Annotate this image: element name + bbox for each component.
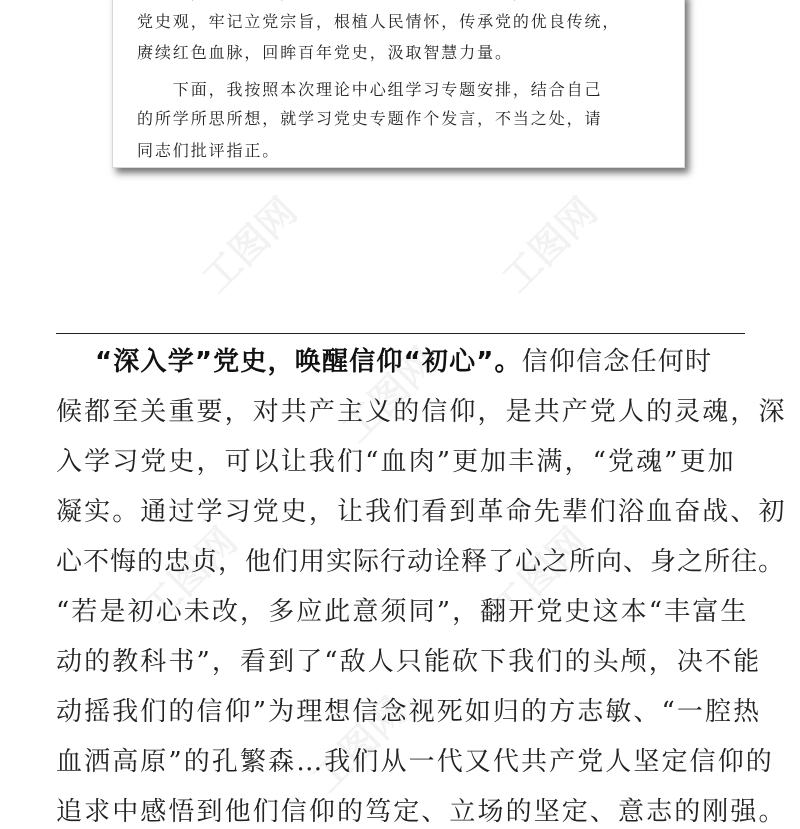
article-text-line: 凝实。通过学习党史，让我们看到革命先辈们浴血奋战、初	[56, 497, 787, 527]
article-text-line: 入学习党史，可以让我们“血肉”更加丰满，“党魂”更加	[56, 447, 736, 477]
watermark: 工图网	[133, 519, 246, 631]
article-lead-heading: “深入学”党史，唤醒信仰“初心”。	[95, 347, 522, 377]
card-text-line: 党史观，牢记立党宗旨，根植人民情怀，传承党的优良传统，	[137, 12, 621, 31]
document-preview-card	[112, 0, 685, 168]
article-text-line: “若是初心未改，多应此意须同”，翻开党史这本“丰富生	[56, 597, 749, 627]
watermark: 工图网	[493, 189, 606, 301]
card-text-line: 的所学所思所想，就学习党史专题作个发言，不当之处，请	[137, 109, 603, 128]
card-text-line: 下面，我按照本次理论中心组学习专题安排，结合自己	[137, 80, 603, 99]
watermark: 工图网	[333, 339, 446, 451]
card-text-line: 赓续红色血脉，回眸百年党史，汲取智慧力量。	[137, 43, 513, 62]
watermark: 工图网	[193, 189, 306, 301]
article-first-line	[95, 345, 712, 379]
article-text-line: 动摇我们的信仰”为理想信念视死如归的方志敏、“一腔热	[56, 697, 762, 727]
watermark: 工图网	[483, 519, 596, 631]
watermark: 工图网	[303, 689, 416, 801]
article-text: 信仰信念任何时	[521, 347, 713, 377]
article-text-line: 心不悔的忠贞，他们用实际行动诠释了心之所向、身之所往。	[56, 547, 786, 577]
article-text-line: 动的教科书”，看到了“敌人只能砍下我们的头颅，决不能	[56, 647, 762, 677]
section-divider	[56, 333, 745, 334]
card-text-line	[137, 0, 602, 1]
card-text-line: 同志们批评指正。	[137, 141, 281, 160]
article-text-line: 追求中感悟到他们信仰的笃定、立场的坚定、意志的刚强。	[56, 797, 787, 827]
article-text-line: 血洒高原”的孔繁森…我们从一代又代共产党人坚定信仰的	[56, 747, 774, 777]
article-text-line: 候都至关重要，对共产主义的信仰，是共产党人的灵魂，深	[56, 397, 787, 427]
